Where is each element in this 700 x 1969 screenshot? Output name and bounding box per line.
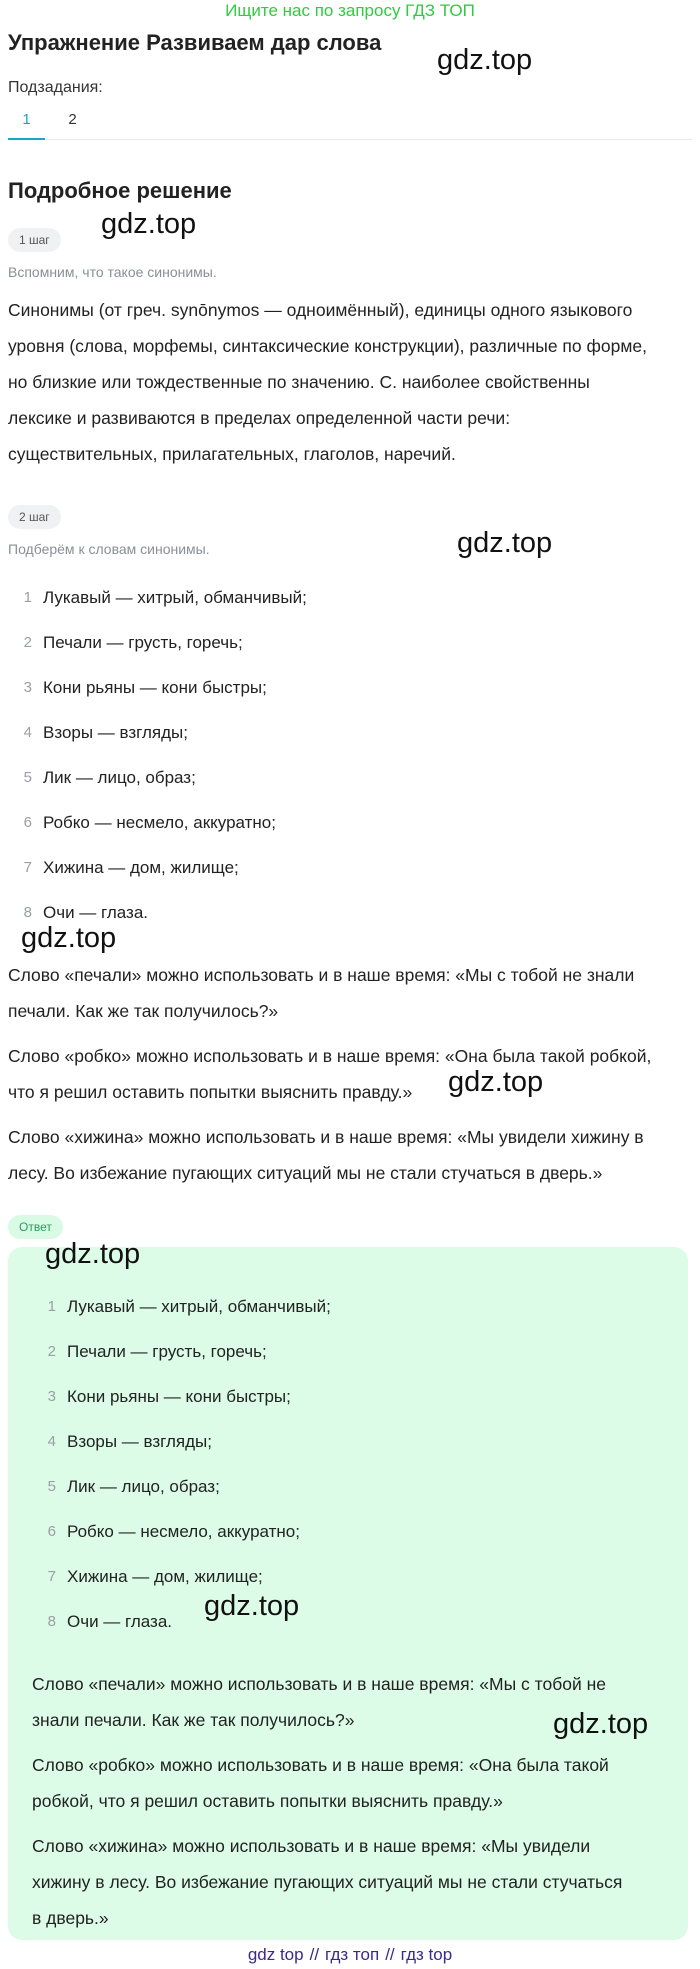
- item-text: Очи — глаза.: [67, 1612, 173, 1631]
- example-line: Слово «робко» можно использовать и в наше время: «Она была такой: [32, 1755, 609, 1775]
- definition-line: лексике и развиваются в пределах определенной части речи:: [8, 408, 511, 428]
- example-line: что я решил оставить попытки выяснить правду.»: [8, 1082, 413, 1102]
- search-banner: Ищите нас по запросу ГДЗ ТОП: [225, 1, 475, 20]
- item-text: Печали — грусть, горечь;: [43, 633, 243, 652]
- item-text: Печали — грусть, горечь;: [67, 1342, 267, 1361]
- example-paragraph: [8, 1038, 688, 1110]
- item-text: Кони рьяны — кони быстры;: [43, 678, 267, 697]
- step-1-definition: [8, 292, 688, 472]
- definition-line: уровня (слова, морфемы, синтаксические конструкции), различные по форме,: [8, 336, 647, 356]
- example-paragraph: [8, 1119, 688, 1191]
- footer-links: [0, 1942, 700, 1968]
- example-line: знали печали. Как же так получилось?»: [32, 1710, 355, 1730]
- example-paragraph: [8, 957, 688, 1029]
- subtasks-label: Подзадания:: [8, 79, 103, 96]
- footer-link[interactable]: gdz top: [247, 1945, 304, 1964]
- item-number: 3: [23, 679, 32, 696]
- watermark: gdz.top: [45, 1238, 141, 1270]
- item-number: 8: [23, 904, 32, 921]
- solution-title: Подробное решение: [8, 178, 232, 203]
- footer-separator: //: [385, 1945, 395, 1964]
- item-number: 2: [23, 634, 32, 651]
- item-number: 6: [47, 1523, 56, 1540]
- answer-box: [8, 1247, 688, 1940]
- item-text: Лукавый — хитрый, обманчивый;: [43, 588, 307, 607]
- example-line: Слово «печали» можно использовать и в наше время: «Мы с тобой не: [32, 1674, 607, 1694]
- item-number: 4: [23, 724, 32, 741]
- footer-link[interactable]: гдз top: [400, 1945, 453, 1964]
- answer-badge: Ответ: [8, 1215, 63, 1239]
- example-line: Слово «хижина» можно использовать и в наше время: «Мы увидели: [32, 1836, 591, 1856]
- item-text: Робко — несмело, аккуратно;: [67, 1522, 300, 1541]
- step-1-badge: 1 шаг: [8, 228, 61, 252]
- example-line: хижину в лесу. Во избежание пугающих ситуаций мы не стали стучаться: [32, 1872, 623, 1892]
- watermark: gdz.top: [437, 44, 533, 76]
- watermark: gdz.top: [21, 922, 117, 954]
- definition-line: существительных, прилагательных, глаголов, наречий.: [8, 444, 456, 464]
- example-line: Слово «хижина» можно использовать и в наше время: «Мы увидели хижину в: [8, 1127, 644, 1147]
- watermark: gdz.top: [101, 208, 197, 240]
- watermark: gdz.top: [448, 1066, 544, 1098]
- item-number: 8: [47, 1613, 56, 1630]
- example-line: в дверь.»: [32, 1908, 109, 1928]
- answer-example-paragraph: [32, 1828, 672, 1936]
- item-number: 7: [47, 1568, 56, 1585]
- item-text: Очи — глаза.: [43, 903, 149, 922]
- item-text: Хижина — дом, жилище;: [43, 858, 239, 877]
- example-line: лесу. Во избежание пугающих ситуаций мы не стали стучаться в дверь.»: [8, 1163, 603, 1183]
- tab-1[interactable]: 1: [8, 111, 45, 140]
- page-title: Упражнение Развиваем дар слова: [8, 30, 382, 55]
- item-number: 1: [47, 1298, 56, 1315]
- item-number: 4: [47, 1433, 56, 1450]
- item-number: 5: [47, 1478, 56, 1495]
- definition-line: Синонимы (от греч. synōnymos — одноимённый), единицы одного языкового: [8, 300, 633, 320]
- answer-example-paragraph: [32, 1747, 672, 1819]
- item-text: Кони рьяны — кони быстры;: [67, 1387, 291, 1406]
- item-number: 6: [23, 814, 32, 831]
- item-number: 3: [47, 1388, 56, 1405]
- item-text: Взоры — взгляды;: [43, 723, 188, 742]
- watermark: gdz.top: [457, 527, 553, 559]
- item-number: 1: [23, 589, 32, 606]
- item-text: Лукавый — хитрый, обманчивый;: [67, 1297, 331, 1316]
- example-line: Слово «печали» можно использовать и в наше время: «Мы с тобой не знали: [8, 965, 635, 985]
- watermark: gdz.top: [553, 1708, 649, 1740]
- example-line: Слово «робко» можно использовать и в наше время: «Она была такой робкой,: [8, 1046, 652, 1066]
- watermark: gdz.top: [204, 1590, 300, 1622]
- subtask-tabs: [8, 108, 692, 140]
- item-text: Робко — несмело, аккуратно;: [43, 813, 276, 832]
- item-text: Взоры — взгляды;: [67, 1432, 212, 1451]
- footer-separator: //: [309, 1945, 320, 1964]
- definition-line: но близкие или тождественные по значению. С. наиболее свойственны: [8, 372, 590, 392]
- item-number: 2: [47, 1343, 56, 1360]
- item-number: 7: [23, 859, 32, 876]
- example-line: печали. Как же так получилось?»: [8, 1001, 279, 1021]
- example-line: робкой, что я решил оставить попытки выяснить правду.»: [32, 1791, 503, 1811]
- step-1-hint: Вспомним, что такое синонимы.: [8, 264, 217, 280]
- step-2-hint: Подберём к словам синонимы.: [8, 541, 210, 557]
- item-text: Хижина — дом, жилище;: [67, 1567, 263, 1586]
- tab-2[interactable]: 2: [68, 111, 77, 128]
- footer-link[interactable]: гдз топ: [325, 1945, 380, 1964]
- item-text: Лик — лицо, образ;: [43, 768, 196, 787]
- step-2-badge: 2 шаг: [8, 505, 61, 529]
- item-text: Лик — лицо, образ;: [67, 1477, 220, 1496]
- item-number: 5: [23, 769, 32, 786]
